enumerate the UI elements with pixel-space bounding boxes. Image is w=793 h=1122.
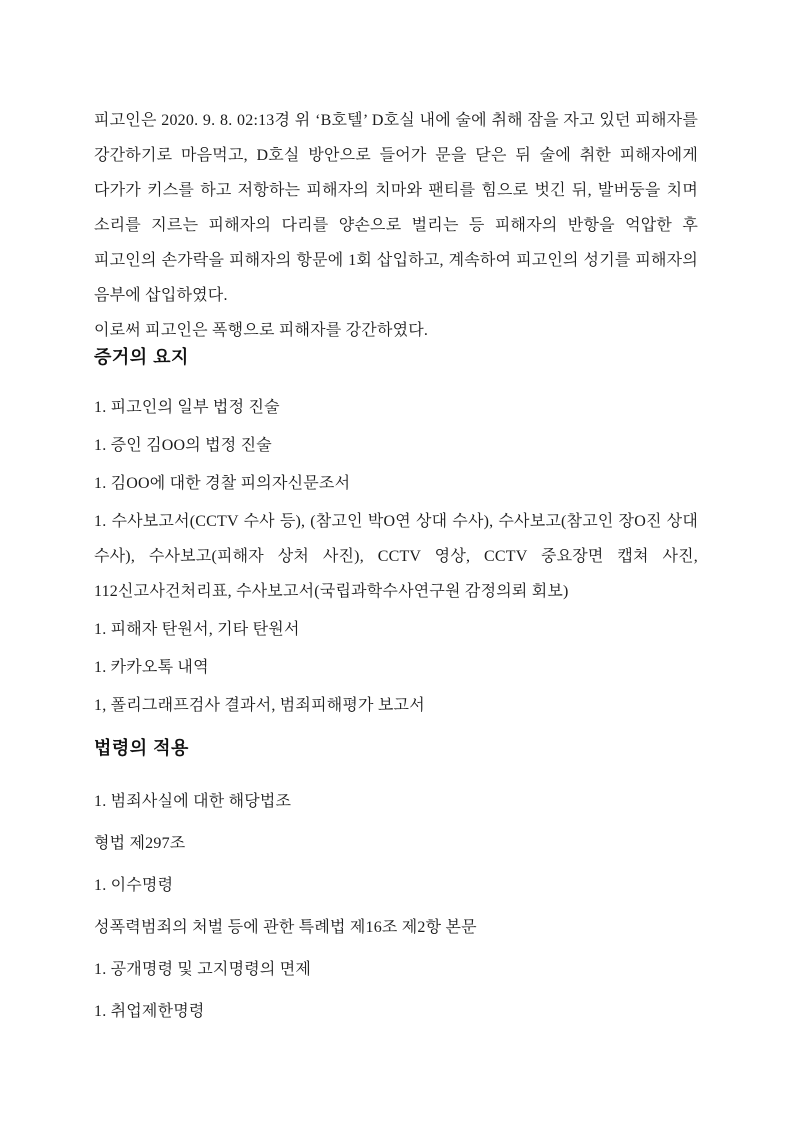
applicable-law-list <box>94 784 698 1029</box>
criminal-facts-section <box>94 103 698 348</box>
applicable-law-heading: 법령의 적용 <box>94 738 189 758</box>
evidence-item-petitions: 1. 피해자 탄원서, 기타 탄원서 <box>94 621 300 638</box>
law-item-special-act-article: 성폭력범죄의 처벌 등에 관한 특례법 제16조 제2항 본문 <box>94 919 477 936</box>
facts-paragraph-main: 피고인은 2020. 9. 8. 02:13경 위 ‘B호텔’ D호실 내에 술에 취해 잠을 자고 있던 피해자를 강간하기로 마음먹고, D호실 방안으로 들어가 문을 닫은 뒤 술에 취한 피해자에게 다가가 키스를 하고 저항하는 피해자의 치마와 팬티를 힘으로 벗긴 뒤, 발버둥을 치며 소리를 지르는 피해자의 다리를 양손으로 벌리는 등 피해자의 반항을 억압한 후 피고인의 손가락을 피해자의 항문에 1회 삽입하고, 계속하여 피고인의 성기를 피해자의 음부에 삽입하였다. <box>94 112 698 304</box>
facts-paragraph-conclusion: 이로써 피고인은 폭행으로 피해자를 강간하였다. <box>94 322 429 339</box>
law-item-criminal-act-article: 형법 제297조 <box>94 835 186 852</box>
evidence-item-police-interrogation: 1. 김OO에 대한 경찰 피의자신문조서 <box>94 475 351 492</box>
law-item-relevant-provisions: 1. 범죄사실에 대한 해당법조 <box>94 793 292 810</box>
evidence-item-defendant-statement: 1. 피고인의 일부 법정 진술 <box>94 399 280 416</box>
evidence-item-investigation-reports: 1. 수사보고서(CCTV 수사 등), (참고인 박O연 상대 수사), 수사보고(참고인 장O진 상대 수사), 수사보고(피해자 상처 사진), CCTV 영상, CCTV 중요장면 캡쳐 사진, 112신고사건처리표, 수사보고서(국립과학수사연구원 감정의뢰 회보) <box>94 513 698 600</box>
law-item-employment-restriction: 1. 취업제한명령 <box>94 1003 205 1020</box>
law-item-disclosure-exemption: 1. 공개명령 및 고지명령의 면제 <box>94 961 312 978</box>
evidence-item-witness-statement: 1. 증인 김OO의 법정 진술 <box>94 437 272 454</box>
evidence-item-polygraph-report: 1, 폴리그래프검사 결과서, 범죄피해평가 보고서 <box>94 697 425 714</box>
evidence-item-kakaotalk-records: 1. 카카오톡 내역 <box>94 659 209 676</box>
evidence-list <box>94 390 698 723</box>
law-item-course-order: 1. 이수명령 <box>94 877 174 894</box>
evidence-summary-heading: 증거의 요지 <box>94 347 189 367</box>
